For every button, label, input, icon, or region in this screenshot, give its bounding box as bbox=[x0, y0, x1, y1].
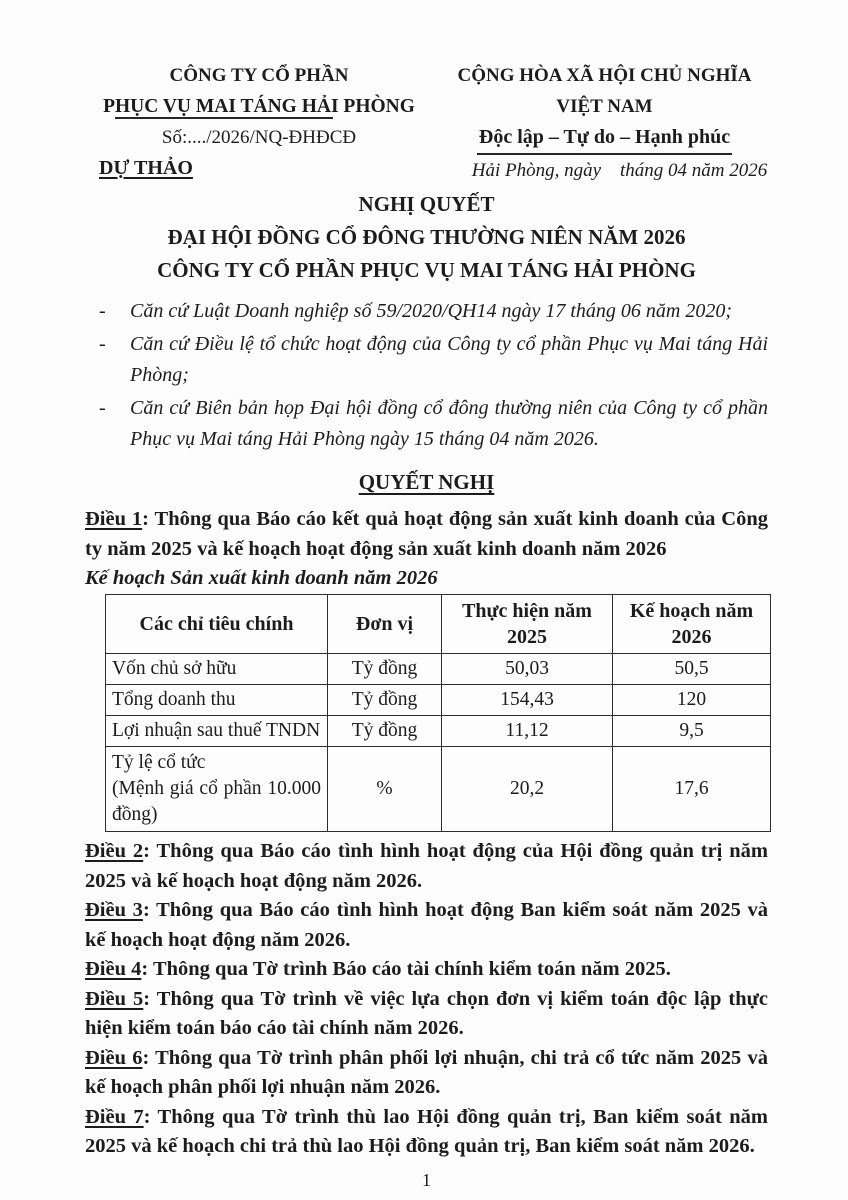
article-6 bbox=[85, 1044, 768, 1103]
cell-actual: 50,03 bbox=[442, 654, 613, 685]
article-2-label: Điều 2 bbox=[85, 840, 144, 862]
page-number: 1 bbox=[422, 1169, 431, 1190]
cell-indicator: Tổng doanh thu bbox=[106, 685, 328, 716]
letterhead bbox=[85, 60, 768, 186]
draft-label: DỰ THẢO bbox=[99, 157, 193, 179]
cell-plan: 120 bbox=[613, 685, 771, 716]
article-7-label: Điều 7 bbox=[85, 1105, 144, 1128]
article-5 bbox=[85, 985, 768, 1044]
issuer-block bbox=[85, 60, 433, 186]
article-2-body: : Thông qua Báo cáo tình hình hoạt động của Hội đồng quản trị năm 2025 và kế hoạch hoạt động năm 2026. bbox=[85, 840, 768, 892]
national-motto: Độc lập – Tự do – Hạnh phúc bbox=[441, 122, 768, 155]
cell-unit: % bbox=[328, 747, 442, 832]
cell-indicator bbox=[106, 747, 328, 832]
national-motto-block bbox=[441, 60, 768, 186]
cell-actual: 154,43 bbox=[442, 685, 613, 716]
cell-plan: 9,5 bbox=[613, 716, 771, 747]
article-7 bbox=[85, 1103, 768, 1162]
place-date-line: Hải Phòng, ngày tháng 04 năm 2026 bbox=[471, 160, 768, 181]
preamble-item bbox=[85, 329, 768, 391]
issuer-underline-rule bbox=[115, 117, 333, 119]
table-row bbox=[106, 747, 771, 832]
col-header-actual-2025: Thực hiện năm 2025 bbox=[442, 595, 613, 654]
cell-unit: Tỷ đồng bbox=[328, 685, 442, 716]
article-1 bbox=[85, 504, 768, 564]
table-row bbox=[106, 716, 771, 747]
cell-plan: 50,5 bbox=[613, 654, 771, 685]
cell-indicator: Vốn chủ sở hữu bbox=[106, 654, 328, 685]
article-3-label: Điều 3 bbox=[85, 899, 143, 921]
cell-actual: 20,2 bbox=[442, 747, 613, 832]
col-header-plan-2026: Kế hoạch năm 2026 bbox=[613, 595, 771, 654]
preamble-text: Căn cứ Luật Doanh nghiệp số 59/2020/QH14 ngày 17 tháng 06 năm 2020; bbox=[130, 300, 733, 322]
dash-marker: - bbox=[99, 333, 106, 355]
issuer-name-line1: CÔNG TY CỔ PHẦN bbox=[169, 65, 349, 86]
article-5-body: : Thông qua Tờ trình về việc lựa chọn đơn vị kiểm toán độc lập thực hiện kiểm toán báo cáo tài chính năm 2026. bbox=[85, 987, 768, 1039]
article-6-body: : Thông qua Tờ trình phân phối lợi nhuận, chi trả cổ tức năm 2025 và kế hoạch phân phối lợi nhuận năm 2026. bbox=[85, 1046, 768, 1098]
articles-section bbox=[85, 837, 768, 1162]
cell-plan: 17,6 bbox=[613, 747, 771, 832]
article-3-body: : Thông qua Báo cáo tình hình hoạt động Ban kiểm soát năm 2025 và kế hoạch hoạt động năm 2026. bbox=[85, 899, 769, 951]
cell-actual: 11,12 bbox=[442, 716, 613, 747]
cell-unit: Tỷ đồng bbox=[328, 716, 442, 747]
preamble-text: Căn cứ Biên bản họp Đại hội đồng cổ đông thường niên của Công ty cổ phần Phục vụ Mai táng Hải Phòng ngày 15 tháng 04 năm 2026. bbox=[130, 397, 768, 450]
preamble-item bbox=[85, 296, 768, 327]
title-line1: NGHỊ QUYẾT bbox=[358, 192, 495, 216]
preamble-text: Căn cứ Điều lệ tổ chức hoạt động của Công ty cổ phần Phục vụ Mai táng Hải Phòng; bbox=[130, 333, 768, 386]
article-6-label: Điều 6 bbox=[85, 1046, 143, 1069]
article-7-body: : Thông qua Tờ trình thù lao Hội đồng quản trị, Ban kiểm soát năm 2025 và kế hoạch chi trả thù lao Hội đồng quản trị, Ban kiểm soát năm 2026. bbox=[85, 1105, 768, 1157]
col-header-unit: Đơn vị bbox=[328, 595, 442, 654]
resolution-heading: QUYẾT NGHỊ bbox=[358, 470, 495, 494]
cell-indicator-line2: (Mệnh giá cổ phần 10.000 đồng) bbox=[112, 778, 321, 825]
table-row bbox=[106, 685, 771, 716]
article-3 bbox=[85, 896, 768, 955]
table-caption: Kế hoạch Sản xuất kinh doanh năm 2026 bbox=[85, 567, 438, 589]
col-header-indicator: Các chỉ tiêu chính bbox=[106, 595, 328, 654]
cell-indicator-line1: Tỷ lệ cổ tức bbox=[112, 752, 206, 773]
preamble-item bbox=[85, 393, 768, 455]
business-plan-table bbox=[105, 594, 771, 832]
dash-marker: - bbox=[99, 300, 106, 322]
article-1-label: Điều 1 bbox=[85, 508, 143, 530]
title-line2: ĐẠI HỘI ĐỒNG CỔ ĐÔNG THƯỜNG NIÊN NĂM 2026 bbox=[167, 225, 686, 249]
article-1-body: : Thông qua Báo cáo kết quả hoạt động sản xuất kinh doanh của Công ty năm 2025 và kế hoạch hoạt động sản xuất kinh doanh năm 2026 bbox=[85, 508, 768, 560]
document-title bbox=[85, 188, 768, 287]
document-number: Số:..../2026/NQ-ĐHĐCĐ bbox=[161, 127, 357, 148]
national-title: CỘNG HÒA XÃ HỘI CHỦ NGHĨA VIỆT NAM bbox=[457, 65, 752, 117]
article-4 bbox=[85, 955, 768, 985]
cell-unit: Tỷ đồng bbox=[328, 654, 442, 685]
dash-marker: - bbox=[99, 397, 106, 419]
article-4-label: Điều 4 bbox=[85, 958, 142, 980]
table-row bbox=[106, 654, 771, 685]
article-2 bbox=[85, 837, 768, 896]
title-line3: CÔNG TY CỔ PHẦN PHỤC VỤ MAI TÁNG HẢI PHÒNG bbox=[157, 258, 696, 282]
cell-indicator: Lợi nhuận sau thuế TNDN bbox=[106, 716, 328, 747]
draft-stamp-row bbox=[85, 153, 433, 184]
issuer-name-line2: PHỤC VỤ MAI TÁNG HẢI PHÒNG bbox=[103, 96, 415, 117]
article-5-label: Điều 5 bbox=[85, 987, 144, 1010]
table-header-row bbox=[106, 595, 771, 654]
legal-preamble bbox=[85, 296, 768, 455]
article-4-body: : Thông qua Tờ trình Báo cáo tài chính kiểm toán năm 2025. bbox=[141, 958, 671, 980]
